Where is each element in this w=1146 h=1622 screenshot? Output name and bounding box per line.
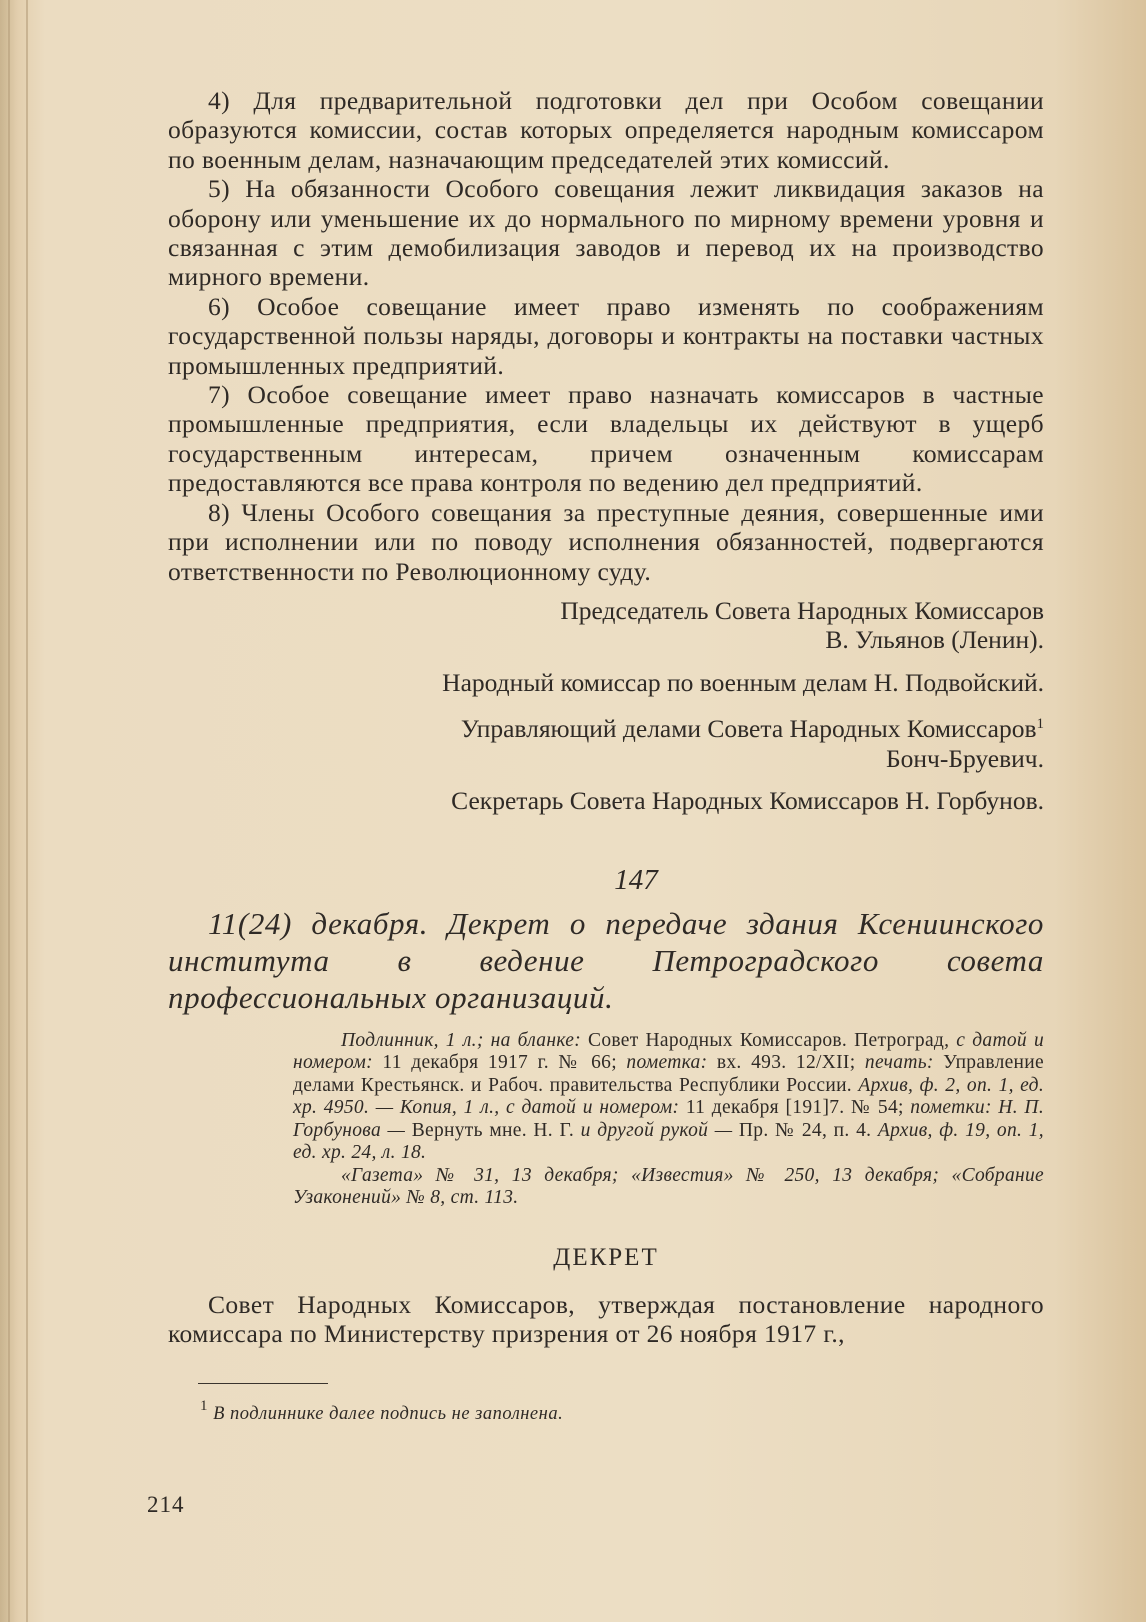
manager-title: Управляющий делами Совета Народных Комиссаров — [460, 714, 1037, 744]
war-commissar: Народный комиссар по военным делам Н. Подвойский. — [442, 667, 1044, 697]
paragraph-5: 5) На обязанности Особого совещания лежит ликвидация заказов на оборону или уменьшение их до нормального по мирному времени уровня и связанная с этим демобилизация заводов и перевод их на производство мирного времени. — [168, 174, 1044, 292]
paragraph-6: 6) Особое совещание имеет право изменять по соображениям государственной пользы наряды, договоры и контракты на поставки частных промышленных предприятий. — [168, 291, 1044, 380]
manager-title-line — [168, 710, 1044, 744]
document-heading: 11(24) декабря. Декрет о передаче здания Ксениинского института в ведение Петроградского совета профессиональных организаций. — [168, 905, 1044, 1015]
decree-text: Совет Народных Комиссаров, утверждая постановление народного комиссара по Министерству призрения от 26 ноября 1917 г., — [168, 1289, 1044, 1349]
chair-title: Председатель Совета Народных Комиссаров — [560, 595, 1044, 625]
footnote-text: В подлиннике далее подпись не заполнена. — [213, 1403, 564, 1424]
paragraph-7: 7) Особое совещание имеет право назначать комиссаров в частные промышленные предприятия, если владельцы их действуют в ущерб государственным интересам, причем означенным комиссарам предоставляются все права контроля по ведению дел предприятий. — [168, 380, 1044, 498]
manager-name: Бонч-Бруевич. — [885, 743, 1044, 773]
signature-war-commissar — [168, 668, 1044, 698]
page-number: 214 — [147, 1492, 185, 1517]
footnote-divider — [198, 1383, 328, 1384]
paragraph-4: 4) Для предварительной подготовки дел при Особом совещании образуются комиссии, состав которых определяется народным комиссаром по военным делам, назначающим председателей этих комиссий. — [168, 86, 1044, 174]
publication-references: «Газета» № 31, 13 декабря; «Известия» № 250, 13 декабря; «Собрание Узаконений» № 8, ст. 113. — [293, 1164, 1044, 1209]
source-description: Подлинник, 1 л.; на бланке: Совет Народных Комиссаров. Петроград, с датой и номером: 11 декабря 1917 г. № 66; пометка: вх. 493. 12/XII; печать: Управление делами Крестьянск. и Рабоч. правительства Республики России. Архив, ф. 2, оп. 1, ед. хр. 4950. — Копия, 1 л., с датой и номером: 11 декабря [191]7. № 54; пометки: Н. П. Горбунова — Вернуть мне. Н. Г. и другой рукой — Пр. № 24, п. 4. Архив, ф. 19, оп. 1, ед. хр. 24, л. 18. — [293, 1029, 1045, 1164]
paragraph-8: 8) Члены Особого совещания за преступные деяния, совершенные ими при исполнении или по поводу исполнения обязанностей, подвергаются ответственности по Революционному суду. — [168, 497, 1044, 586]
signature-manager — [168, 710, 1044, 773]
footnote — [200, 1398, 1044, 1425]
archival-source — [293, 1030, 1044, 1210]
secretary: Секретарь Совета Народных Комиссаров Н. Горбунов. — [451, 786, 1044, 816]
page-content — [168, 86, 1044, 1425]
signatures — [168, 596, 1044, 816]
footnote-mark: 1 — [200, 1397, 208, 1414]
page-edge-line — [26, 0, 28, 1622]
decree-title: ДЕКРЕТ — [553, 1243, 659, 1271]
page-edge-line — [8, 0, 10, 1622]
document-number: 147 — [614, 863, 658, 896]
footnote-reference: 1 — [1036, 716, 1044, 733]
signature-chair — [168, 596, 1044, 655]
chair-name: В. Ульянов (Ленин). — [825, 625, 1044, 655]
signature-secretary — [168, 786, 1044, 816]
